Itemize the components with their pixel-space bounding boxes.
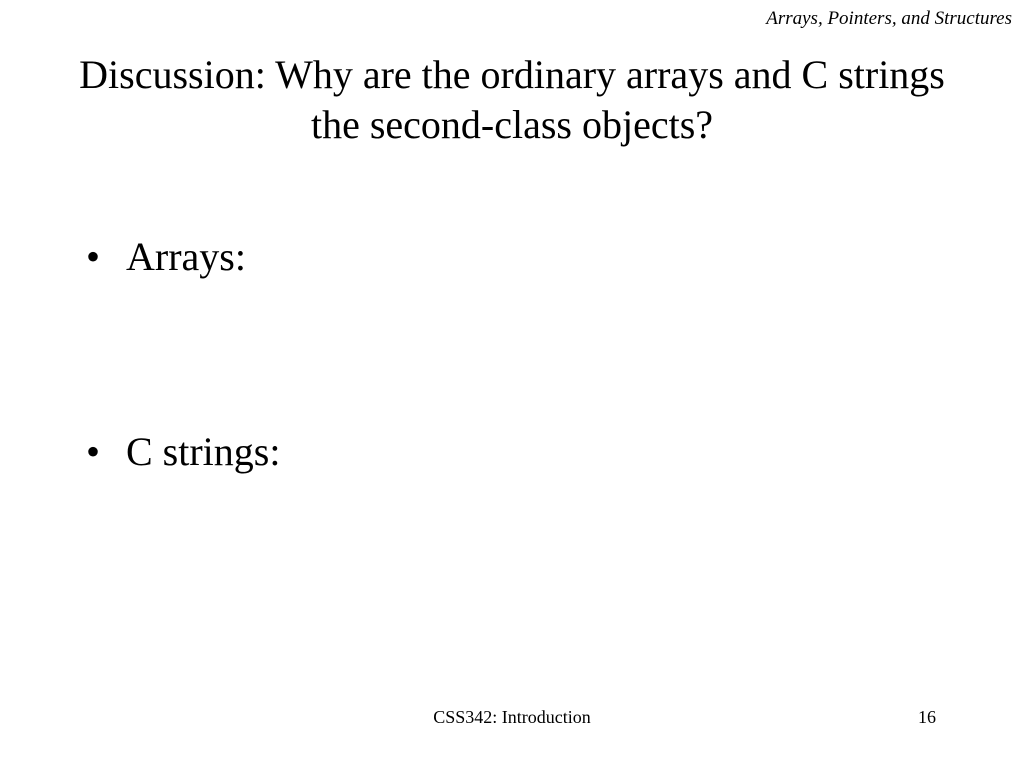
running-header: Arrays, Pointers, and Structures bbox=[766, 8, 1012, 29]
bullet-label: C strings: bbox=[126, 429, 281, 474]
bullet-item-arrays bbox=[86, 232, 280, 282]
slide-title-line-2: the second-class objects? bbox=[310, 102, 714, 147]
slide-title-line-1: Discussion: Why are the ordinary arrays and C strings bbox=[79, 52, 945, 97]
footer-page-number: 16 bbox=[918, 707, 936, 727]
bullet-list bbox=[86, 232, 280, 477]
footer-course: CSS342: Introduction bbox=[433, 707, 591, 727]
bullet-dot-icon: • bbox=[86, 429, 101, 474]
slide-title bbox=[0, 50, 1024, 150]
bullet-dot-icon: • bbox=[86, 234, 101, 279]
bullet-item-c-strings bbox=[86, 427, 280, 477]
bullet-label: Arrays: bbox=[126, 234, 246, 279]
